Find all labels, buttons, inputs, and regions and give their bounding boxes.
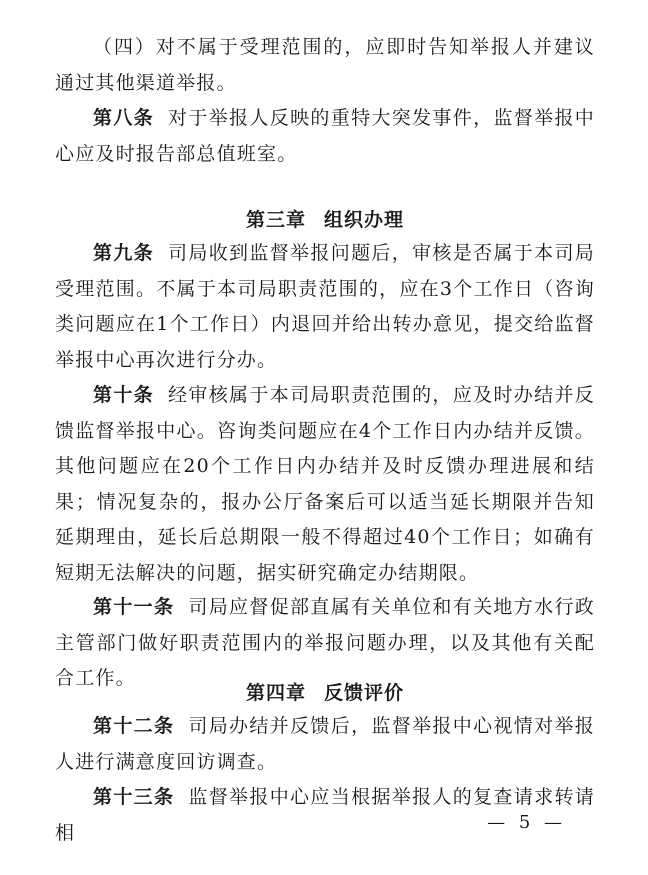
article-number: 第十一条 [93, 596, 175, 618]
article-8 [55, 101, 595, 172]
paragraph-text: 经审核属于本司局职责范围的，应及时办结并反馈监督举报中心。咨询类问题应在4个工作日内办结并反馈。其他问题应在20个工作日内办结并及时反馈办理进展和结果；情况复杂的，报办公厅备案后可以适当延长期限并告知延期理由，延长后总期限一般不得超过40个工作日；如确有短期无法解决的问题，据实研究确定办结期限。 [55, 384, 596, 584]
article-number: 第十三条 [93, 786, 175, 808]
chapter-number: 第四章 [245, 682, 306, 704]
article-10 [55, 378, 595, 591]
paragraph-text: 对于举报人反映的重特大突发事件，监督举报中心应及时报告部总值班室。 [55, 107, 596, 165]
paragraph-text: 司局收到监督举报问题后，审核是否属于本司局受理范围。不属于本司局职责范围的，应在3个工作日（咨询类问题应在1个工作日）内退回并给出转办意见，提交给监督举报中心再次进行分办。 [55, 242, 596, 371]
paragraph-text: 监督举报中心应当根据举报人的复查请求转请相 [55, 786, 595, 844]
article-12 [55, 709, 595, 780]
article-number: 第十二条 [93, 715, 175, 737]
paragraph-text: （四）对不属于受理范围的，应即时告知举报人并建议通过其他渠道举报。 [55, 36, 595, 94]
chapter-number: 第三章 [245, 209, 306, 231]
paragraph-text: 司局办结并反馈后，监督举报中心视情对举报人进行满意度回访调查。 [55, 715, 595, 773]
article-number: 第八条 [93, 107, 155, 129]
chapter-title: 组织办理 [324, 209, 405, 231]
paragraph-item-4 [55, 30, 595, 101]
chapter-heading-3 [55, 205, 595, 235]
article-number: 第九条 [93, 242, 155, 264]
chapter-title: 反馈评价 [324, 682, 405, 704]
chapter-heading-4 [55, 678, 595, 708]
article-number: 第十条 [93, 384, 155, 406]
page-number: — 5 — [487, 812, 566, 833]
article-9 [55, 236, 595, 378]
paragraph-text: 司局应督促部直属有关单位和有关地方水行政主管部门做好职责范围内的举报问题办理，以及其他有关配合工作。 [55, 596, 595, 689]
